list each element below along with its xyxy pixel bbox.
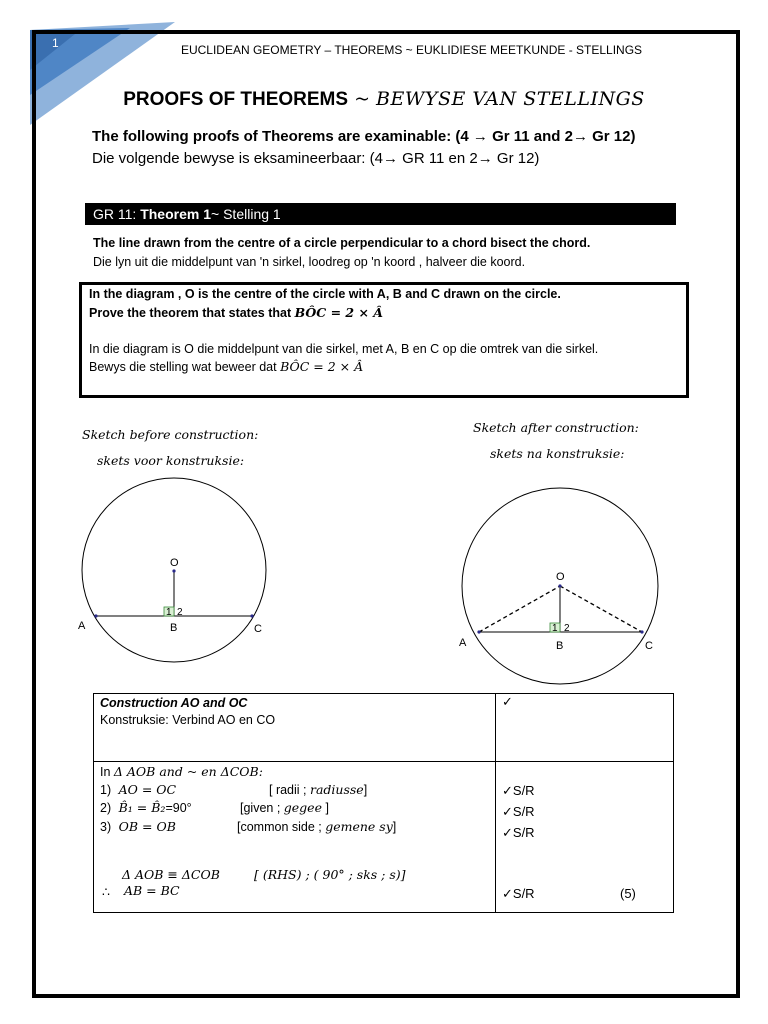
point-a-before [94, 614, 97, 617]
mark-step3: ✓S/R [502, 825, 535, 840]
step2-reason [240, 800, 329, 815]
step1-reason-text: [ radii ; [269, 783, 310, 797]
page-header: EUCLIDEAN GEOMETRY – THEOREMS ~ EUKLIDIESE MEETKUNDE - STELLINGS [180, 43, 643, 57]
problem-en-line1: In the diagram , O is the centre of the circle with A, B and C drawn on the circle. [89, 287, 561, 301]
exam-note-af: Die volgende bewyse is eksamineerbaar: (4→ GR 11 en 2→ Gr 12) [92, 150, 540, 167]
label-angle1-after: 1 [552, 623, 558, 634]
label-o-before: O [170, 557, 179, 569]
proof-table [93, 693, 674, 913]
problem-en-text: Prove the theorem that states that [89, 306, 295, 320]
diagram-after [459, 488, 658, 684]
segment-oc-dashed [560, 586, 642, 632]
step3-reason-italic: gemene sy [325, 819, 393, 834]
step3-reason-end: ] [392, 820, 397, 834]
exam-note-en: The following proofs of Theorems are examinable: (4 → Gr 11 and 2→ Gr 12) [92, 128, 636, 145]
problem-en-math: BÔC = 2 × Â [294, 305, 383, 320]
step3-number: 3) [100, 820, 112, 834]
construction-af: Konstruksie: Verbind AO en CO [100, 713, 276, 727]
step1-reason-italic: radiusse [310, 782, 364, 797]
theorem-statement-en: The line drawn from the centre of a circle perpendicular to a chord bisect the chord. [93, 236, 591, 250]
sketch-before-label-en: Sketch before construction: [82, 427, 259, 442]
proof-step-2 [100, 800, 192, 815]
diagram-before [78, 478, 266, 662]
total-marks: (5) [620, 886, 636, 901]
construction-tick-icon: ✓ [502, 694, 513, 709]
theorem-grade: GR 11: [93, 206, 141, 222]
step2-reason-end: ] [321, 801, 329, 815]
mark-step1: ✓S/R [502, 783, 535, 798]
step1-reason [269, 782, 367, 797]
problem-af-math: BÔC = 2 × Â [280, 359, 364, 374]
label-angle2-before: 2 [177, 607, 183, 618]
step2-number: 2) [100, 801, 112, 815]
step2-reason-text: [given ; [240, 801, 284, 815]
label-c-after: C [645, 640, 653, 652]
page-number: 1 [52, 36, 59, 50]
proof-intro-in: In [100, 765, 114, 779]
label-b-after: B [556, 640, 564, 652]
label-o-after: O [556, 571, 565, 583]
step1-number: 1) [100, 783, 112, 797]
point-c-before [250, 614, 253, 617]
label-angle1-before: 1 [166, 607, 172, 618]
label-c-before: C [254, 623, 262, 635]
point-o-before [172, 569, 175, 572]
sketch-after-label-af: skets na konstruksie: [490, 446, 625, 461]
theorem-statement-af: Die lyn uit die middelpunt van 'n sirkel, loodreg op 'n koord , halveer die koord. [93, 255, 526, 269]
sketch-after-label-en: Sketch after construction: [473, 420, 639, 435]
segment-ao-dashed [479, 586, 560, 632]
label-angle2-after: 2 [564, 623, 570, 634]
point-a-after [477, 630, 480, 633]
step3-reason-text: [common side ; [237, 820, 326, 834]
sketch-before-label-af: skets voor konstruksie: [97, 453, 245, 468]
congruence-reason: [ (RHS) ; ( 90° ; sks ; s)] [254, 867, 406, 882]
step2-reason-italic: gegee [283, 800, 322, 815]
theorem-label: Theorem 1 [140, 206, 212, 222]
congruence-statement: Δ AOB ≡ ΔCOB [122, 867, 220, 882]
point-o-after [558, 584, 561, 587]
title-tilde: ~ [348, 88, 377, 110]
problem-af-text: Bewys die stelling wat beweer dat [89, 360, 281, 374]
step2-value: =90° [165, 801, 192, 815]
title-main: PROOFS OF THEOREMS [123, 89, 349, 110]
theorem-tilde: ~ [211, 206, 224, 222]
table-row-divider [94, 761, 673, 762]
label-a-before: A [78, 620, 86, 632]
problem-af-line1: In die diagram is O die middelpunt van die sirkel, met A, B en C op die omtrek van die sirkel. [89, 342, 599, 356]
step1-math: AO = OC [118, 782, 177, 797]
proof-intro-math: Δ AOB and ~ en ΔCOB: [113, 764, 263, 779]
table-column-divider [495, 694, 496, 912]
therefore-symbol: ∴ [102, 885, 110, 899]
proof-step-3 [100, 819, 176, 834]
step1-reason-end: ] [363, 783, 368, 797]
step3-reason [237, 819, 396, 834]
label-b-before: B [170, 622, 178, 634]
stelling-label: Stelling 1 [223, 206, 281, 222]
label-a-after: A [459, 637, 467, 649]
mark-step2: ✓S/R [502, 804, 535, 819]
proof-intro [100, 764, 263, 779]
step2-math: B̂₁ = B̂₂ [118, 800, 166, 815]
title-sub: BEWYSE VAN STELLINGS [376, 88, 645, 110]
point-c-after [640, 630, 643, 633]
step3-math: OB = OB [118, 819, 176, 834]
mark-conclusion: ✓S/R [502, 886, 535, 901]
construction-en: Construction AO and OC [100, 696, 248, 710]
conclusion-statement: AB = BC [124, 883, 180, 898]
proof-step-1 [100, 782, 176, 797]
